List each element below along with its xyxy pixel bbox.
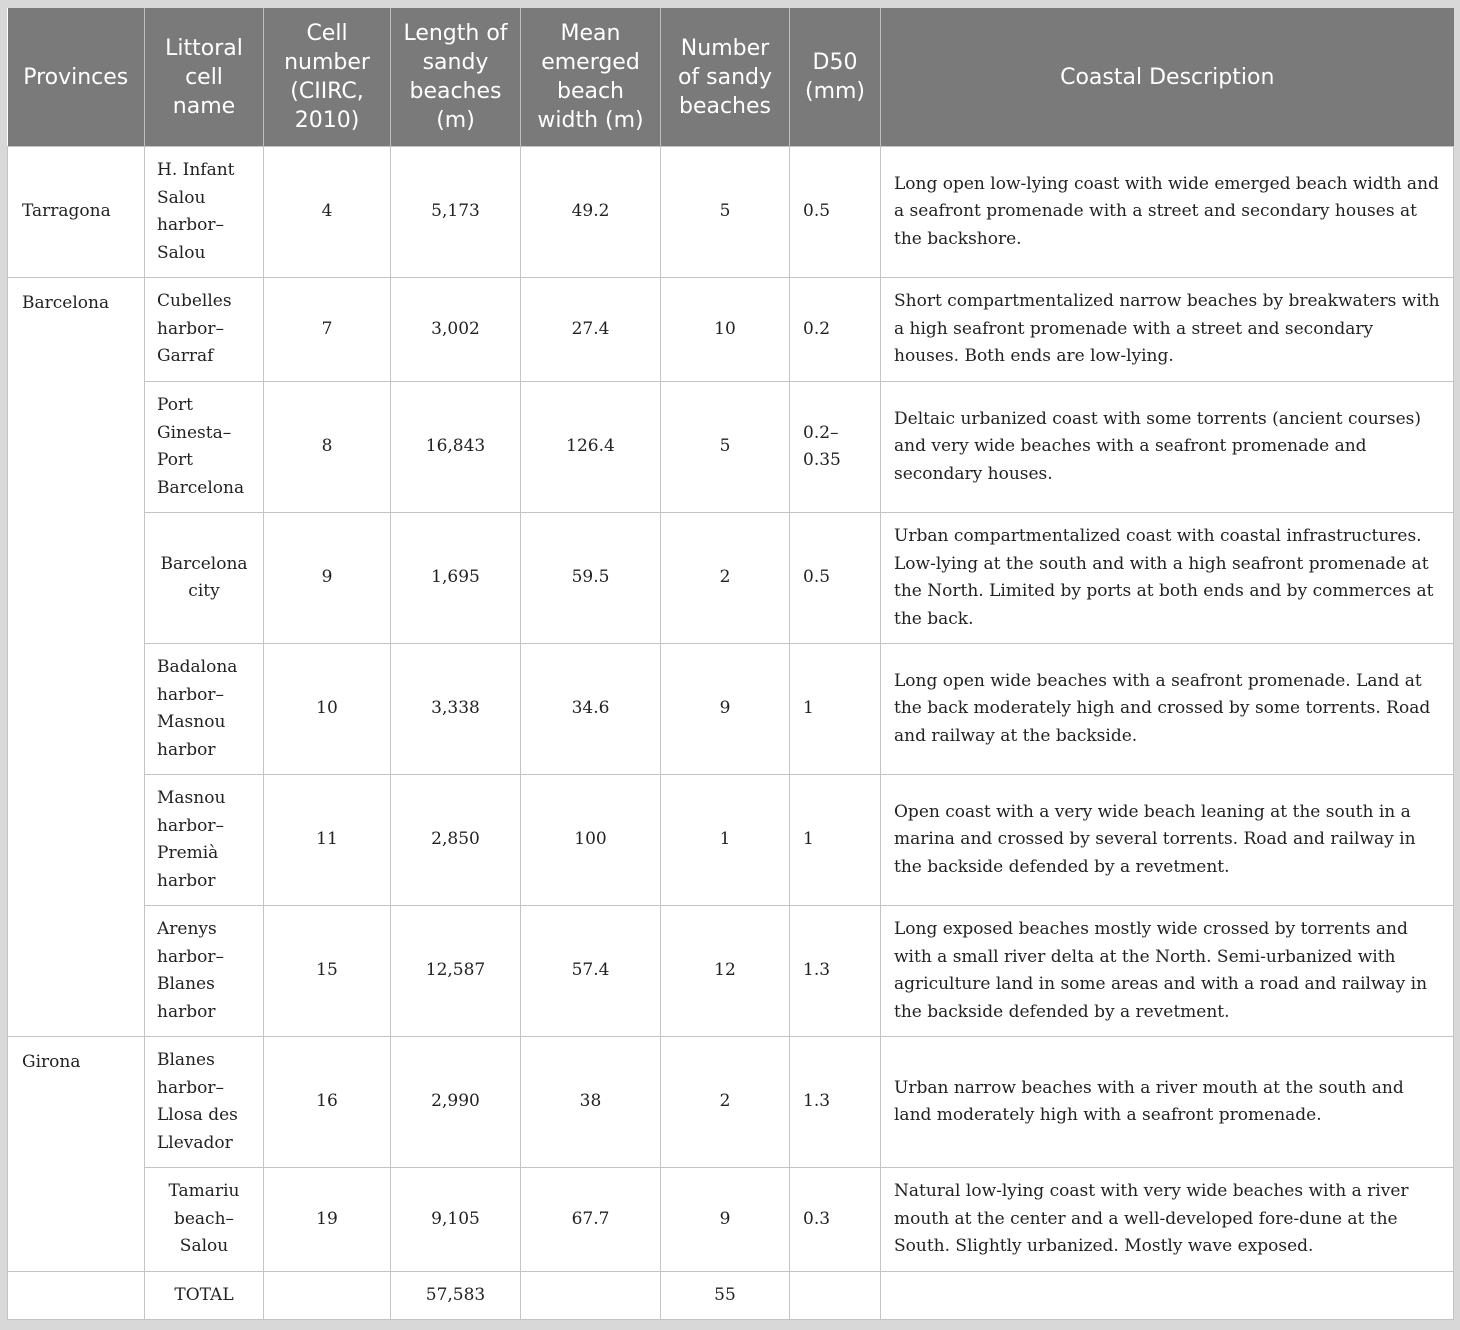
cell-width: 34.6: [521, 644, 661, 775]
cell-length: 16,843: [391, 382, 521, 513]
cell-description: Long open wide beaches with a seafront promenade. Land at the back moderately high and crossed by some torrents. Road and railway at the backside.: [881, 644, 1454, 775]
table-row: [8, 278, 1454, 382]
cell-length: 3,338: [391, 644, 521, 775]
cell-beaches: 9: [661, 1168, 790, 1272]
cell-d50: 0.5: [790, 513, 881, 644]
total-beaches: 55: [661, 1272, 790, 1320]
cell-number: 11: [264, 775, 391, 906]
header-cell-name: Littoral cell name: [145, 8, 264, 147]
cell-littoral-name: Barcelona city: [145, 513, 264, 644]
cell-province: Tarragona: [8, 147, 145, 278]
cell-littoral-name-text: Arenys harbor– Blanes harbor: [157, 919, 224, 1022]
cell-beaches: 5: [661, 382, 790, 513]
cell-width: 27.4: [521, 278, 661, 382]
table-row: [8, 147, 1454, 278]
cell-number: 10: [264, 644, 391, 775]
header-cell-number: Cell number (CIIRC, 2010): [264, 8, 391, 147]
cell-number: 16: [264, 1037, 391, 1168]
total-empty-cell: [8, 1272, 145, 1320]
header-beaches: Number of sandy beaches: [661, 8, 790, 147]
cell-description: Long exposed beaches mostly wide crossed by torrents and with a small river delta at the North. Semi-urbanized with agriculture land in some areas and with a road and railway in the backside defended by a revetment.: [881, 906, 1454, 1037]
cell-province: Girona: [8, 1037, 145, 1272]
cell-description: Short compartmentalized narrow beaches by breakwaters with a high seafront promenade with a street and secondary houses. Both ends are low-lying.: [881, 278, 1454, 382]
cell-length: 2,990: [391, 1037, 521, 1168]
cell-beaches: 2: [661, 513, 790, 644]
table-row: [8, 1168, 1454, 1272]
cell-number: 4: [264, 147, 391, 278]
cell-description: Open coast with a very wide beach leaning at the south in a marina and crossed by several torrents. Road and railway in the backside defended by a revetment.: [881, 775, 1454, 906]
cell-d50: 1: [790, 644, 881, 775]
cell-description: Deltaic urbanized coast with some torrents (ancient courses) and very wide beaches with a seafront promenade and secondary houses.: [881, 382, 1454, 513]
cell-length: 1,695: [391, 513, 521, 644]
header-provinces: Provinces: [8, 8, 145, 147]
cell-littoral-name: [145, 775, 264, 906]
cell-d50: 1.3: [790, 906, 881, 1037]
table-row: [8, 644, 1454, 775]
cell-number: 15: [264, 906, 391, 1037]
cell-littoral-name-text: Cubelles harbor– Garraf: [157, 291, 232, 367]
cell-description: Natural low-lying coast with very wide beaches with a river mouth at the center and a well-developed fore-dune at the South. Slightly urbanized. Mostly wave exposed.: [881, 1168, 1454, 1272]
cell-beaches: 12: [661, 906, 790, 1037]
cell-length: 5,173: [391, 147, 521, 278]
header-description: Coastal Description: [881, 8, 1454, 147]
cell-description: Urban narrow beaches with a river mouth at the south and land moderately high with a seafront promenade.: [881, 1037, 1454, 1168]
table-container: [7, 8, 1453, 1320]
total-empty-cell: [521, 1272, 661, 1320]
cell-littoral-name: Tamariu beach– Salou: [145, 1168, 264, 1272]
header-row: [8, 8, 1454, 147]
cell-width: 38: [521, 1037, 661, 1168]
header-d50: D50 (mm): [790, 8, 881, 147]
cell-littoral-name: [145, 906, 264, 1037]
cell-beaches: 10: [661, 278, 790, 382]
cell-width: 49.2: [521, 147, 661, 278]
cell-beaches: 2: [661, 1037, 790, 1168]
total-label: TOTAL: [145, 1272, 264, 1320]
cell-littoral-name: [145, 147, 264, 278]
cell-littoral-name-text: Blanes harbor– Llosa des Llevador: [157, 1050, 238, 1153]
table-row: [8, 906, 1454, 1037]
cell-littoral-name: [145, 278, 264, 382]
total-empty-cell: [790, 1272, 881, 1320]
cell-description: Long open low-lying coast with wide emerged beach width and a seafront promenade with a street and secondary houses at the backshore.: [881, 147, 1454, 278]
cell-littoral-name-text: Port Ginesta– Port Barcelona: [157, 395, 245, 498]
cell-length: 12,587: [391, 906, 521, 1037]
cell-littoral-name-text: Badalona harbor– Masnou harbor: [157, 657, 238, 760]
cell-width: 100: [521, 775, 661, 906]
total-length: 57,583: [391, 1272, 521, 1320]
total-empty-cell: [881, 1272, 1454, 1320]
table-row: [8, 382, 1454, 513]
cell-number: 19: [264, 1168, 391, 1272]
cell-width: 59.5: [521, 513, 661, 644]
cell-d50: 1: [790, 775, 881, 906]
cell-littoral-name: [145, 644, 264, 775]
cell-beaches: 5: [661, 147, 790, 278]
cell-length: 2,850: [391, 775, 521, 906]
cell-littoral-name-text: Masnou harbor– Premià harbor: [157, 788, 226, 891]
cell-width: 126.4: [521, 382, 661, 513]
cell-width: 57.4: [521, 906, 661, 1037]
cell-width: 67.7: [521, 1168, 661, 1272]
cell-d50: 0.2: [790, 278, 881, 382]
cell-length: 3,002: [391, 278, 521, 382]
total-empty-cell: [264, 1272, 391, 1320]
cell-littoral-name-text: H. Infant Salou harbor– Salou: [157, 160, 235, 263]
header-length: Length of sandy beaches (m): [391, 8, 521, 147]
cell-province: Barcelona: [8, 278, 145, 1037]
cell-number: 7: [264, 278, 391, 382]
cell-d50: 0.3: [790, 1168, 881, 1272]
cell-littoral-name: [145, 382, 264, 513]
cell-d50: 0.5: [790, 147, 881, 278]
header-width: Mean emerged beach width (m): [521, 8, 661, 147]
cell-number: 8: [264, 382, 391, 513]
coastal-cells-table: [7, 8, 1454, 1320]
table-row: [8, 775, 1454, 906]
cell-description: Urban compartmentalized coast with coastal infrastructures. Low-lying at the south and with a high seafront promenade at the North. Limited by ports at both ends and by commerces at the back.: [881, 513, 1454, 644]
table-row: [8, 513, 1454, 644]
cell-beaches: 1: [661, 775, 790, 906]
cell-number: 9: [264, 513, 391, 644]
cell-d50: 1.3: [790, 1037, 881, 1168]
total-row: [8, 1272, 1454, 1320]
cell-beaches: 9: [661, 644, 790, 775]
cell-d50: 0.2– 0.35: [790, 382, 881, 513]
cell-littoral-name: [145, 1037, 264, 1168]
table-row: [8, 1037, 1454, 1168]
cell-length: 9,105: [391, 1168, 521, 1272]
